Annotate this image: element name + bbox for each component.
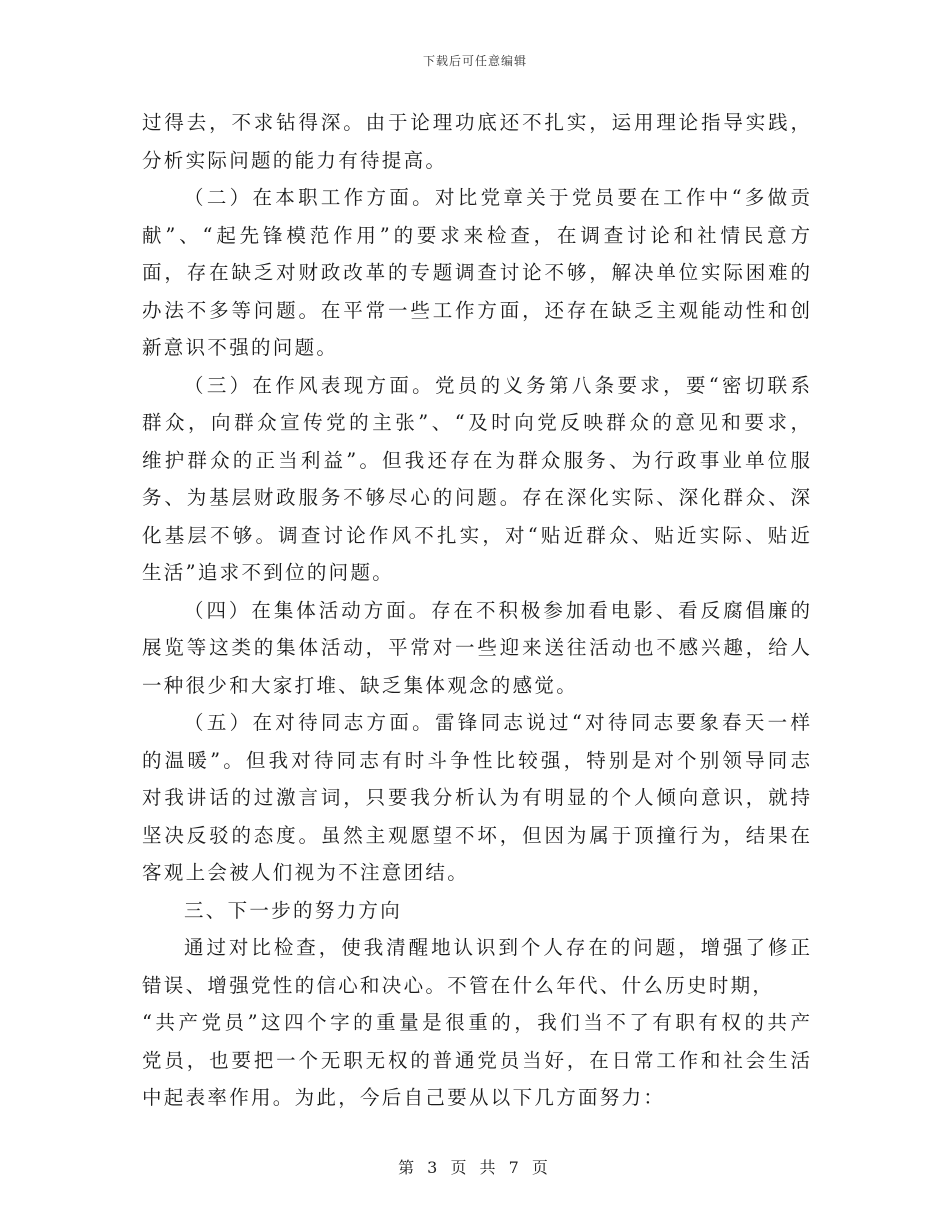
text-line: 维护群众的正当利益”。但我还存在为群众服务、为行政事业单位服 [142, 448, 810, 472]
text-line: 客观上会被人们视为不注意团结。 [142, 861, 470, 884]
text-line: 化基层不够。调查讨论作风不扎实，对“贴近群众、贴近实际、贴近 [142, 523, 810, 547]
text-line: 的温暖”。但我对待同志有时斗争性比较强，特别是对个别领导同志 [142, 748, 810, 772]
text-line: 生活”追求不到位的问题。 [142, 561, 395, 584]
text-line: （四）在集体活动方面。存在不积极参加看电影、看反腐倡廉的 [184, 598, 810, 622]
document-body [142, 104, 810, 1117]
text-line: 展览等这类的集体活动，平常对一些迎来送往活动也不感兴趣，给人 [142, 636, 810, 659]
page-header: 下载后可任意编辑 [422, 54, 527, 68]
text-line: 坚决反驳的态度。虽然主观愿望不坏，但因为属于顶撞行为，结果在 [142, 823, 810, 847]
text-line: 务、为基层财政服务不够尽心的问题。存在深化实际、深化群众、深 [142, 486, 810, 509]
text-line: 献”、“起先锋模范作用”的要求来检查，在调查讨论和社情民意方 [142, 223, 810, 247]
text-line: 对我讲话的过激言词，只要我分析认为有明显的个人倾向意识，就持 [142, 786, 810, 809]
text-line: （二）在本职工作方面。对比党章关于党员要在工作中“多做贡 [184, 186, 810, 209]
text-line: 分析实际问题的能力有待提高。 [142, 148, 448, 172]
text-line: 一种很少和大家打堆、缺乏集体观念的感觉。 [142, 673, 579, 697]
section-heading: 三、下一步的努力方向 [184, 898, 403, 922]
text-line: 面，存在缺乏对财政改革的专题调查讨论不够，解决单位实际困难的 [142, 261, 810, 284]
page-number-footer: 第 3 页 共 7 页 [398, 1158, 552, 1177]
text-line: （三）在作风表现方面。党员的义务第八条要求，要“密切联系 [184, 373, 810, 397]
text-line: 错误、增强党性的信心和决心。不管在什么年代、什么历史时期， [142, 973, 775, 997]
text-line: 群众，向群众宣传党的主张”、“及时向党反映群众的意见和要求， [142, 411, 810, 434]
text-line: “共产党员”这四个字的重量是很重的，我们当不了有职有权的共产 [142, 1011, 810, 1034]
text-line: 办法不多等问题。在平常一些工作方面，还存在缺乏主观能动性和创 [142, 298, 810, 322]
text-line: 中起表率作用。为此，今后自己要从以下几方面努力： [142, 1086, 666, 1109]
text-line: 新意识不强的问题。 [142, 336, 339, 359]
text-line: （五）在对待同志方面。雷锋同志说过“对待同志要象春天一样 [184, 711, 810, 734]
text-line: 过得去，不求钻得深。由于论理功底还不扎实，运用理论指导实践， [142, 111, 810, 134]
text-line: 党员，也要把一个无职无权的普通党员当好，在日常工作和社会生活 [142, 1048, 810, 1072]
text-line: 通过对比检查，使我清醒地认识到个人存在的问题，增强了修正 [184, 936, 810, 959]
